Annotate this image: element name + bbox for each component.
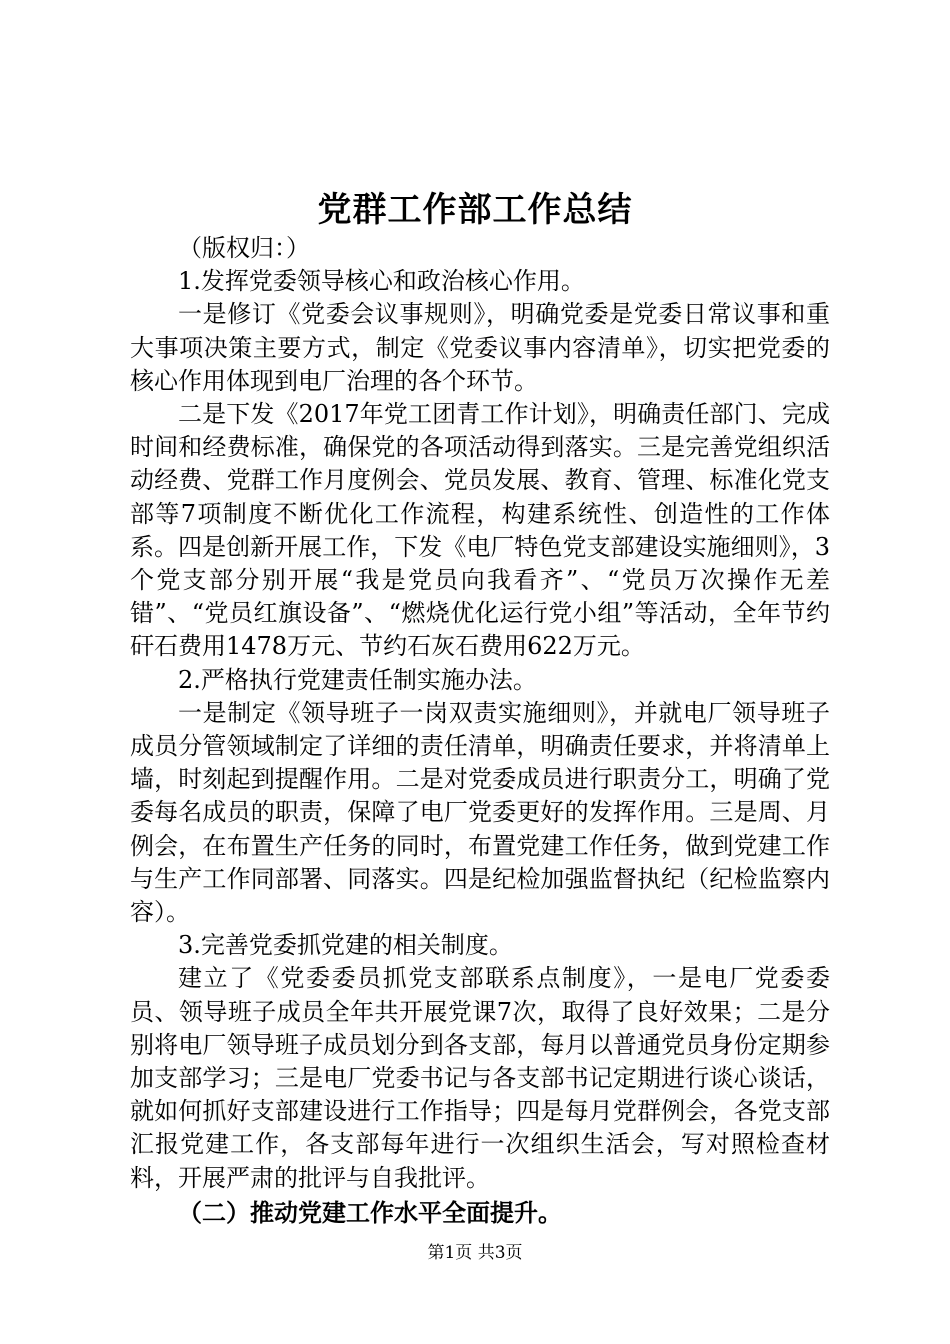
paragraph-3: 一是制定《领导班子一岗双责实施细则》，并就电厂领导班子成员分管领域制定了详细的责任清单，明确责任要求，并将清单上墙，时刻起到提醒作用。二是对党委成员进行职责分工，明确了党委每名成员的职责，保障了电厂党委更好的发挥作用。三是周、月例会，在布置生产任务的同时，布置党建工作任务，做到党建工作与生产工作同部署、同落实。四是纪检加强监督执纪（纪检监察内容）。 xyxy=(130,698,830,927)
section-heading-3: 3.完善党委抓党建的相关制度。 xyxy=(178,931,513,960)
document-title: 党群工作部工作总结 xyxy=(317,190,633,230)
paragraph-1: 一是修订《党委会议事规则》，明确党委是党委日常议事和重大事项决策主要方式，制定《党委议事内容清单》，切实把党委的核心作用体现到电厂治理的各个环节。 xyxy=(130,300,830,395)
paragraph-2: 二是下发《2017年党工团青工作计划》，明确责任部门、完成时间和经费标准，确保党的各项活动得到落实。三是完善党组织活动经费、党群工作月度例会、党员发展、教育、管理、标准化党支部等7项制度不断优化工作流程，构建系统性、创造性的工作体系。四是创新开展工作，下发《电厂特色党支部建设实施细则》，3个党支部分别开展“我是党员向我看齐”、“党员万次操作无差错”、“党员红旗设备”、“燃烧优化运行党小组”等活动，全年节约矸石费用1478万元、节约石灰石费用622万元。 xyxy=(130,400,830,661)
page-footer: 第1页 共3页 xyxy=(427,1243,523,1263)
paragraph-4: 建立了《党委委员抓党支部联系点制度》，一是电厂党委委员、领导班子成员全年共开展党课7次，取得了良好效果；二是分别将电厂领导班子成员划分到各支部，每月以普通党员身份定期参加支部学习；三是电厂党委书记与各支部书记定期进行谈心谈话，就如何抓好支部建设进行工作指导；四是每月党群例会，各党支部汇报党建工作，各支部每年进行一次组织生活会，写对照检查材料，开展严肃的批评与自我批评。 xyxy=(130,964,830,1192)
copyright-paragraph: （版权归：） xyxy=(178,234,310,262)
document-body xyxy=(130,232,830,1231)
section-heading-2: 2.严格执行党建责任制实施办法。 xyxy=(178,665,537,694)
subsection-heading: （二）推动党建工作水平全面提升。 xyxy=(178,1198,562,1227)
section-heading-1: 1.发挥党委领导核心和政治核心作用。 xyxy=(178,267,585,296)
